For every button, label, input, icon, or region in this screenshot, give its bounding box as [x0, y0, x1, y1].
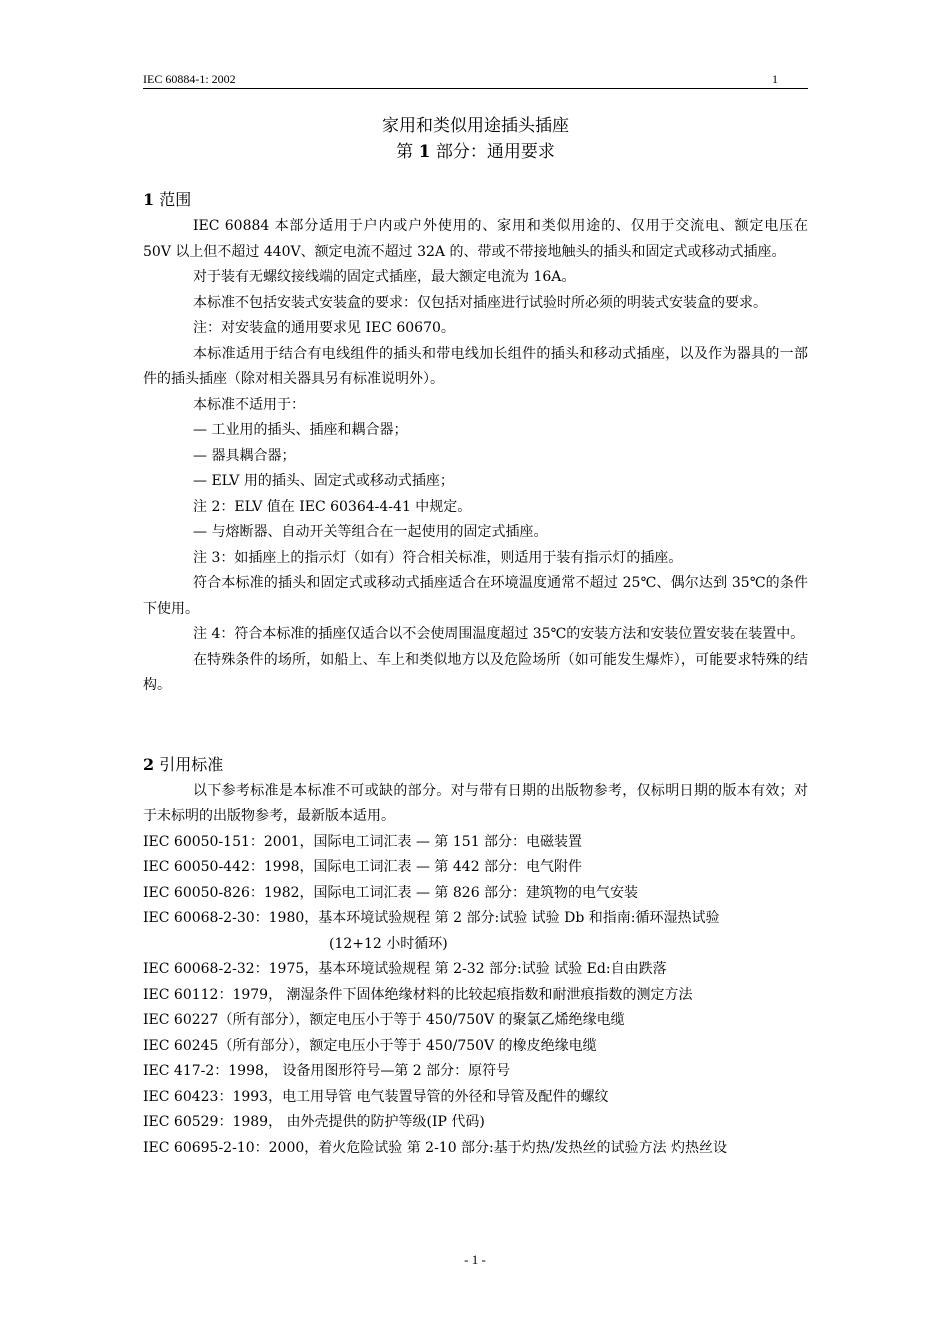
paragraph: 以下参考标准是本标准不可或缺的部分。对与带有日期的出版物参考，仅标明日期的版本有效；对于未标明的出版物参考，最新版本适用。 — [143, 782, 808, 824]
title-line-2-number: 1 — [418, 142, 431, 162]
reference-item: IEC 417-2：1998， 设备用图形符号—第 2 部分：原符号 — [143, 1063, 511, 1079]
reference-item: IEC 60529：1989， 由外壳提供的防护等级(IP 代码) — [143, 1114, 485, 1130]
reference-item: IEC 60423：1993，电工用导管 电气装置导管的外径和导管及配件的螺纹 — [143, 1088, 609, 1105]
document-title — [143, 113, 808, 165]
paragraph: 符合本标准的插头和固定式或移动式插座适合在环境温度通常不超过 25℃、偶尔达到 35℃的条件下使用。 — [143, 575, 808, 617]
note: 注：对安装盒的通用要求见 IEC 60670。 — [193, 320, 455, 336]
list-item: — 器具耦合器； — [193, 447, 296, 464]
document-id: IEC 60884-1: 2002 — [143, 72, 236, 86]
reference-item: IEC 60050-826：1982，国际电工词汇表 — 第 826 部分：建筑物的电气安装 — [143, 884, 639, 901]
paragraph: 本标准不适用于： — [193, 396, 305, 413]
reference-item: IEC 60050-442：1998，国际电工词汇表 — 第 442 部分：电气附件 — [143, 859, 583, 875]
title-line-2-prefix: 第 — [396, 142, 419, 162]
reference-continuation: (12+12 小时循环) — [329, 935, 448, 952]
title-line-2-suffix: 部分：通用要求 — [430, 142, 555, 162]
section-spacer — [143, 699, 808, 751]
reference-item: IEC 60227（所有部分），额定电压小于等于 450/750V 的聚氯乙烯绝缘电缆 — [143, 1012, 625, 1028]
section-1-title: 范围 — [154, 190, 192, 209]
reference-item: IEC 60050-151：2001，国际电工词汇表 — 第 151 部分：电磁装置 — [143, 833, 583, 850]
reference-item: IEC 60068-2-30：1980，基本环境试验规程 第 2 部分:试验 试验 Db 和指南:循环湿热试验 — [143, 910, 720, 926]
note: 注 3：如插座上的指示灯（如有）符合相关标准，则适用于装有指示灯的插座。 — [193, 549, 683, 566]
header-page-number: 1 — [772, 72, 778, 86]
page-footer — [0, 1252, 950, 1268]
title-line-2 — [143, 139, 808, 165]
section-2-title: 引用标准 — [154, 754, 224, 774]
paragraph: 在特殊条件的场所，如船上、车上和类似地方以及危险场所（如可能发生爆炸），可能要求特殊的结构。 — [143, 651, 808, 693]
reference-item: IEC 60068-2-32：1975，基本环境试验规程 第 2-32 部分:试验 试验 Ed:自由跌落 — [143, 961, 667, 977]
list-item: — ELV 用的插头、固定式或移动式插座； — [193, 473, 454, 489]
note: 注 4：符合本标准的插座仅适合以不会使周围温度超过 35℃的安装方法和安装位置安装在装置中。 — [193, 626, 805, 642]
paragraph: 本标准不包括安装式安装盒的要求：仅包括对插座进行试验时所必须的明装式安装盒的要求。 — [193, 294, 767, 311]
title-line-1: 家用和类似用途插头插座 — [382, 116, 569, 136]
paragraph: 对于装有无螺纹接线端的固定式插座，最大额定电流为 16A。 — [193, 269, 576, 285]
section-2-number: 2 — [143, 754, 155, 774]
section-1-heading — [143, 186, 808, 214]
footer-page-number: - 1 - — [464, 1252, 486, 1267]
page-header — [143, 72, 808, 89]
list-item: — 工业用的插头、插座和耦合器； — [193, 422, 408, 438]
reference-item: IEC 60112：1979， 潮湿条件下固体绝缘材料的比较起痕指数和耐泄痕指数的测定方法 — [143, 986, 693, 1003]
paragraph: IEC 60884 本部分适用于户内或户外使用的、家用和类似用途的、仅用于交流电、额定电压在 50V 以上但不超过 440V、额定电流不超过 32A 的、带或不带接地触头的插头和固定式或移动式插座。 — [143, 218, 808, 260]
reference-item: IEC 60245（所有部分），额定电压小于等于 450/750V 的橡皮绝缘电缆 — [143, 1037, 597, 1054]
paragraph: 本标准适用于结合有电线组件的插头和带电线加长组件的插头和移动式插座，以及作为器具的一部件的插头插座（除对相关器具另有标准说明外）。 — [143, 345, 808, 387]
note: 注 2：ELV 值在 IEC 60364-4-41 中规定。 — [193, 498, 472, 515]
section-1-number: 1 — [143, 190, 155, 209]
reference-item: IEC 60695-2-10：2000，着火危险试验 第 2-10 部分:基于灼热/发热丝的试验方法 灼热丝设 — [143, 1139, 727, 1156]
document-body — [143, 186, 808, 1161]
list-item: — 与熔断器、自动开关等组合在一起使用的固定式插座。 — [193, 524, 548, 540]
section-2-heading — [143, 751, 808, 779]
